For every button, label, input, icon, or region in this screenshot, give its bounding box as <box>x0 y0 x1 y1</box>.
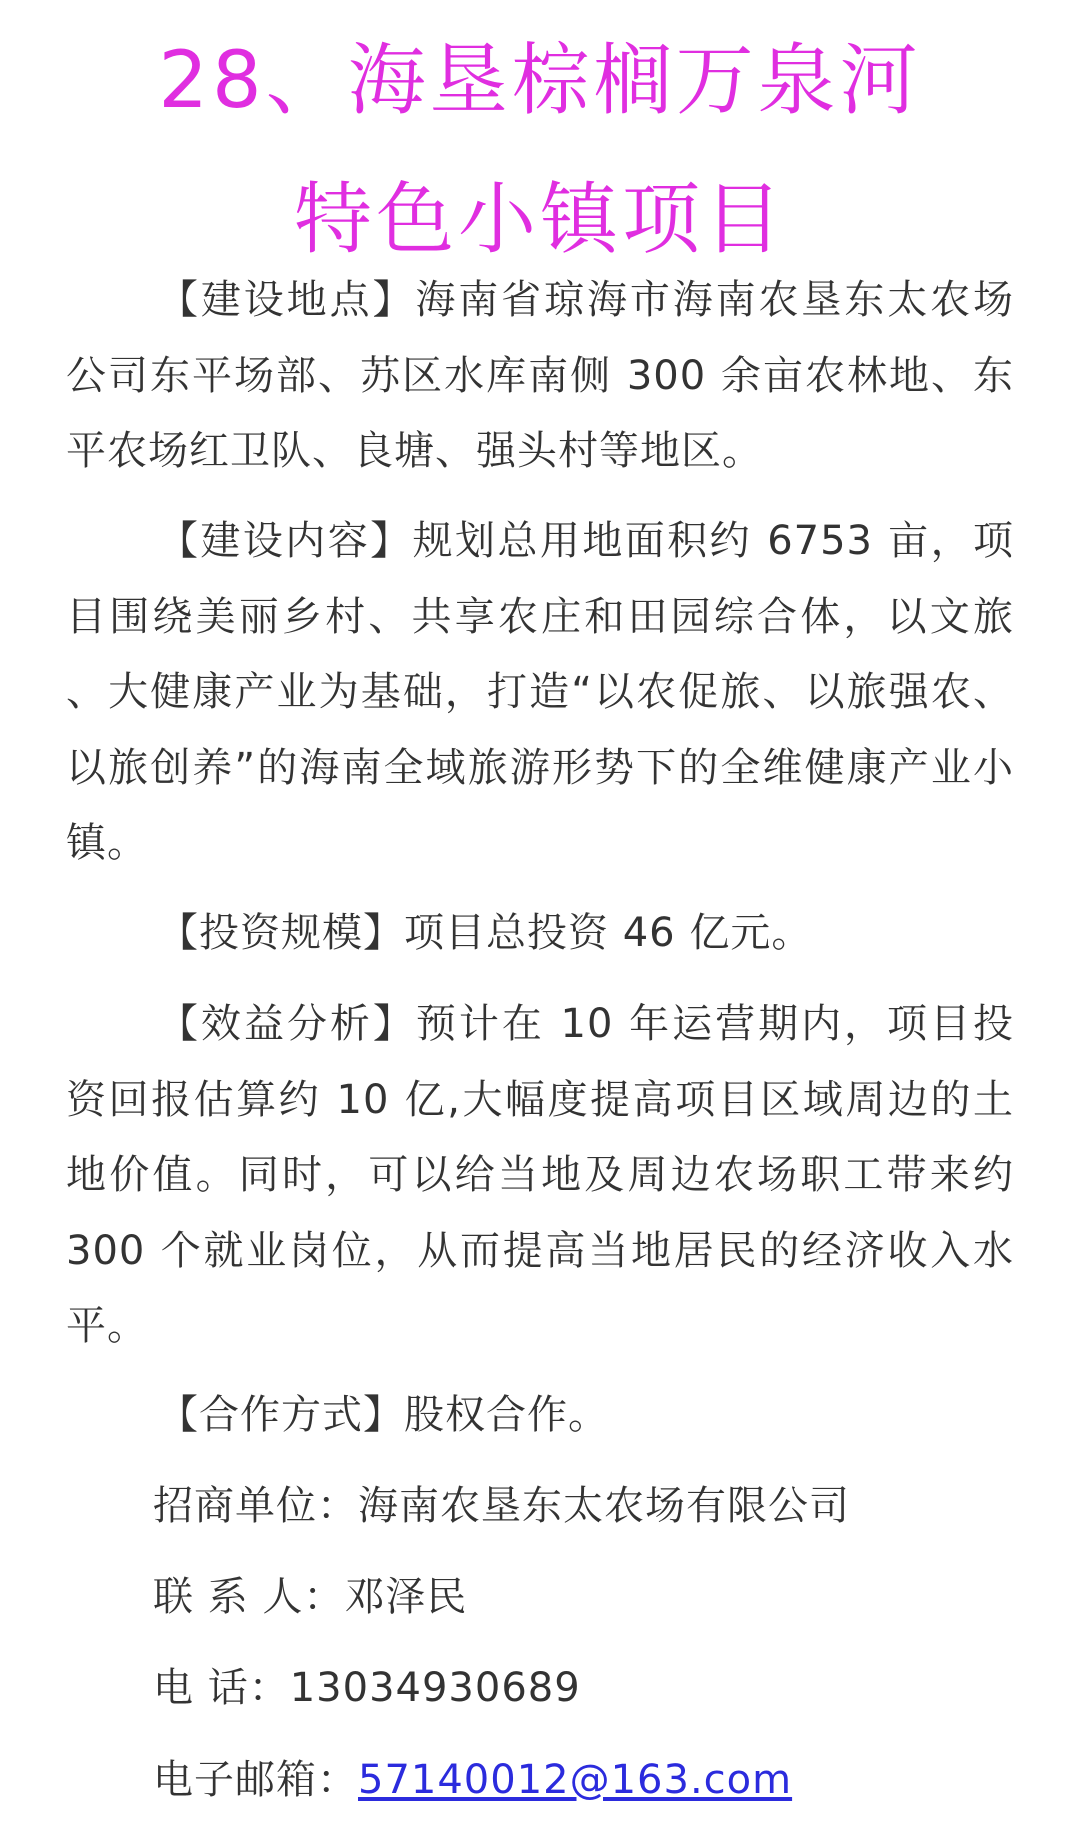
contact-email-label: 电子邮箱： <box>153 1757 358 1803</box>
section-cooperation-text: 股权合作。 <box>404 1392 609 1438</box>
contact-person-label: 联 系 人： <box>153 1574 345 1620</box>
section-scale-label: 【投资规模】 <box>158 910 404 956</box>
section-content-label: 【建设内容】 <box>158 518 413 564</box>
contact-email-link[interactable]: 57140012@163.com <box>358 1757 793 1803</box>
contact-phone <box>153 1658 581 1718</box>
contact-phone-label: 电 话： <box>153 1665 290 1711</box>
section-scale-text: 项目总投资 46 亿元。 <box>404 910 813 956</box>
contact-person <box>153 1567 467 1627</box>
section-location <box>66 263 1014 490</box>
section-benefit-label: 【效益分析】 <box>158 1001 416 1047</box>
section-scale <box>66 896 1014 972</box>
section-benefit <box>66 987 1014 1365</box>
section-location-text: 海南省琼海市海南农垦东太农场公司东平场部、苏区水库南侧 300 余亩农林地、东平农场红卫队、良塘、强头村等地区。 <box>66 277 1015 474</box>
section-location-label: 【建设地点】 <box>158 277 416 323</box>
contact-email <box>153 1750 792 1810</box>
title-line-1: 28、海垦棕榈万泉河 <box>158 36 922 126</box>
section-content-text: 规划总用地面积约 6753 亩，项目围绕美丽乡村、共享农庄和田园综合体，以文旅 、大健康产业为基础，打造“以农促旅、以旅强农、以旅创养”的海南全域旅游形势下的全维健康产业小镇。 <box>66 518 1014 866</box>
section-content <box>66 504 1014 882</box>
section-benefit-text: 预计在 10 年运营期内，项目投资回报估算约 10 亿,大幅度提高项目区域周边的土地价值。同时，可以给当地及周边农场职工带来约 300 个就业岗位，从而提高当地居民的经济收入水平。 <box>66 1001 1015 1349</box>
section-cooperation-label: 【合作方式】 <box>158 1392 404 1438</box>
title-line-2: 特色小镇项目 <box>293 175 786 265</box>
contact-company-value: 海南农垦东太农场有限公司 <box>358 1483 850 1529</box>
contact-company <box>153 1476 850 1536</box>
contact-company-label: 招商单位： <box>153 1483 358 1529</box>
section-cooperation <box>66 1378 1014 1454</box>
contact-person-value: 邓泽民 <box>344 1574 468 1620</box>
contact-phone-value: 13034930689 <box>289 1665 581 1711</box>
